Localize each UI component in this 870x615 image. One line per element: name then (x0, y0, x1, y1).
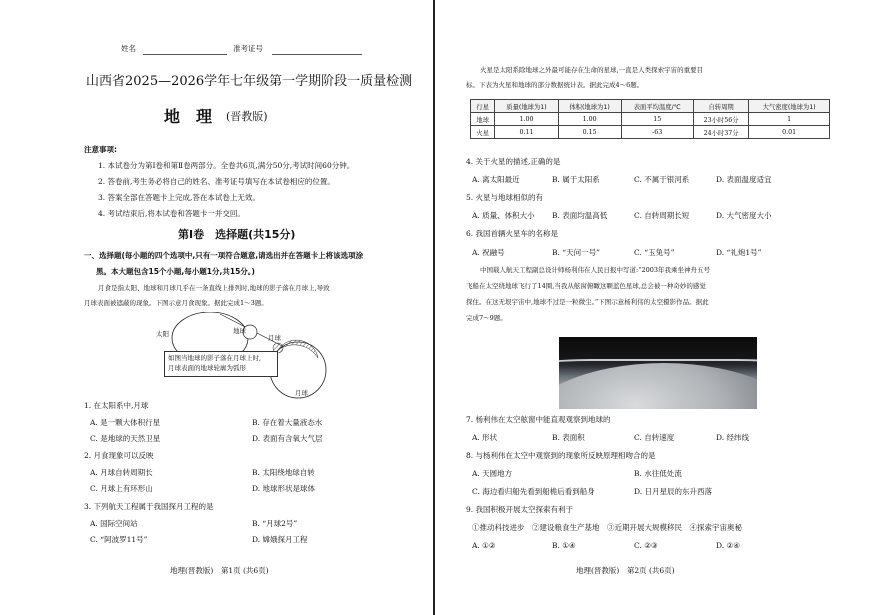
diagram-note-line: 月球表面的地球轮廓为弧形 (168, 364, 246, 372)
subject-edition: (晋教版) (226, 110, 268, 123)
option: A. 祝融号 (472, 248, 505, 257)
question-8-stem: 8. 与杨利伟在太空中观察到的现象所反映原理相吻合的是 (466, 451, 656, 460)
question-5-stem: 5. 火星与地球相似的有 (466, 193, 544, 202)
option: B. 存在着大量液态水 (252, 418, 323, 427)
diagram-moon-label-top: 月球 (268, 334, 281, 342)
eclipse-intro: 月球表面被遮蔽的现象。下图示意月食现象。据此完成1～3题。 (84, 299, 268, 307)
option: B. 表面积 (552, 433, 585, 442)
table-header: 表面平均温度/℃ (621, 100, 693, 113)
option: C. 不属于银河系 (634, 175, 690, 184)
diagram-note-line: 如图当地球的影子落在月球上时, (168, 354, 262, 362)
option: A. 质量、体积大小 (472, 211, 535, 220)
option: B. “天问一号” (552, 248, 600, 257)
mars-earth-table (470, 99, 830, 139)
table-header: 质量(地球为1) (495, 100, 558, 113)
exam-title: 山西省2025—2026学年七年级第一学期阶段一质量检测 (86, 74, 413, 89)
page-right (436, 0, 870, 615)
section1-title: 第Ⅰ卷 选择题(共15分) (178, 228, 296, 241)
exam-no-label: 准考证号 (233, 44, 263, 53)
option: C. 月球上有环形山 (90, 484, 153, 493)
page-left (0, 0, 434, 615)
footer-right: 地理(晋教版) 第2页 (共6页) (576, 566, 675, 575)
question-6-stem: 6. 我国首辆火星车的名称是 (466, 229, 559, 238)
option: A. 离太阳最近 (472, 175, 520, 184)
question-3-stem: 3. 下列航天工程属于我国探月工程的是 (84, 502, 214, 511)
question-2-stem: 2. 月食现象可以反映 (84, 451, 154, 460)
table-row (471, 113, 830, 126)
option: C. “阿波罗11号” (90, 535, 148, 544)
footer-left: 地理(晋教版) 第1页 (共6页) (170, 566, 269, 575)
option: B. 表面均温高低 (552, 211, 608, 220)
table-cell: -63 (621, 126, 693, 139)
option: C. ②③ (634, 541, 658, 550)
option: B. “月球2号” (252, 519, 298, 528)
option: C. “玉兔号” (634, 248, 675, 257)
note-item: 3. 答案全部在答题卡上完成,答在本试卷上无效。 (98, 193, 260, 202)
note-item: 1. 本试卷分为第Ⅰ卷和第Ⅱ卷两部分。全卷共6页,满分50分,考试时间60分钟。 (98, 161, 355, 170)
option: B. 水往低处流 (634, 469, 682, 478)
diagram-sun-label: 太阳 (156, 330, 169, 338)
note-item: 4. 考试结束后,将本试卷和答题卡一并交回。 (98, 209, 245, 218)
notes-heading: 注意事项: (84, 145, 117, 154)
instruction-line: 黑。本大题包含15个小题,每小题1分,共15分。) (96, 267, 255, 276)
option: D. 嫦娥探月工程 (252, 535, 308, 544)
question-9-statements: ①推动科技进步 ②建设粮食生产基地 ③近期开展大规模移民 ④探索宇宙奥秘 (472, 523, 742, 532)
name-label: 姓名 (121, 44, 136, 53)
table-cell: 15 (621, 113, 693, 126)
table-cell: 地球 (471, 113, 495, 126)
option: C. 海边看归船先看到船桅后看到船身 (472, 487, 595, 496)
exam-no-line (272, 54, 362, 55)
option: A. 天圆地方 (472, 469, 513, 478)
table-cell: 0.01 (749, 126, 830, 139)
table-cell: 0.11 (495, 126, 558, 139)
yang-intro: 飞船在太空绕地球飞行了14圈,当我从舷窗俯瞰这颗蓝色星球,总会被一种奇妙的感觉 (466, 282, 706, 290)
option: B. 属于太阳系 (552, 175, 600, 184)
space-earth-photo (559, 337, 757, 409)
table-row (471, 126, 830, 139)
mars-intro: 火星是太阳系除地球之外最可能存在生命的星球,一直是人类探索宇宙的重要目 (480, 66, 704, 74)
table-cell: 0.15 (558, 126, 621, 139)
table-header: 行星 (471, 100, 495, 113)
yang-intro: 中国载人航天工程副总设计师杨利伟在人民日报中写道:“2003年我乘坐神舟五号 (480, 266, 711, 274)
option: D. 经纬线 (716, 433, 750, 442)
page-divider (433, 0, 435, 615)
note-item: 2. 答卷前,考生务必将自己的姓名、准考证号填写在本试卷相应的位置。 (98, 177, 335, 186)
diagram-moon-label-bottom: 月球 (295, 389, 308, 397)
table-header: 自转周期 (693, 100, 748, 113)
diagram-note-box (164, 351, 278, 377)
option: C. 是地球的天然卫星 (90, 434, 161, 443)
table-header: 体积(地球为1) (558, 100, 621, 113)
table-cell: 1.00 (495, 113, 558, 126)
yang-intro: 完成7～9题。 (466, 314, 507, 322)
table-header-row (471, 100, 830, 113)
table-header: 大气密度(地球为1) (749, 100, 830, 113)
option: A. 是一颗大体积行星 (90, 418, 161, 427)
question-9-stem: 9. 我国积极开展太空探索有利于 (466, 505, 574, 514)
option: B. 太阳绕地球自转 (252, 468, 315, 477)
mars-intro: 标。下表为火星和地球的部分数据统计表。据此完成4～6题。 (466, 81, 644, 89)
option: D. 地球形状是球体 (252, 484, 316, 493)
table-cell: 24小时37分 (693, 126, 748, 139)
option: D. 大气密度大小 (716, 211, 772, 220)
atmosphere-glow (559, 359, 757, 381)
option: A. 月球自转周期长 (90, 468, 153, 477)
option: B. ①④ (552, 541, 576, 550)
option: C. 自转速度 (634, 433, 675, 442)
option: A. ①② (472, 541, 496, 550)
diagram-earth-label: 地球 (233, 327, 246, 335)
table-cell: 1 (749, 113, 830, 126)
subject-title: 地 理 (164, 107, 213, 126)
option: D. 表面有含氧大气层 (252, 434, 323, 443)
table-cell: 23小时56分 (693, 113, 748, 126)
option: D. ②④ (716, 541, 740, 550)
option: A. 形状 (472, 433, 498, 442)
table-cell: 1.00 (558, 113, 621, 126)
eclipse-intro: 月食是指太阳、地球和月球几乎在一条直线上排列时,地球的影子落在月球上,导致 (98, 284, 330, 292)
option: C. 自转周期长短 (634, 211, 690, 220)
question-1-stem: 1. 在太阳系中,月球 (84, 401, 149, 410)
option: D. “礼炮1号” (716, 248, 762, 257)
question-7-stem: 7. 杨利伟在太空舷窗中能直观观察到地球的 (466, 415, 611, 424)
yang-intro: 探住。在这无垠宇宙中,地球不过是一粒微尘。”下图示意杨利伟的太空摄影作品。据此 (466, 298, 709, 306)
instruction-line: 一、选择题(每小题的四个选项中,只有一项符合题意,请选出并在答题卡上将该选项涂 (84, 251, 364, 260)
name-line (143, 54, 227, 55)
option: A. 国际空间站 (90, 519, 138, 528)
table-cell: 火星 (471, 126, 495, 139)
question-4-stem: 4. 关于火星的描述,正确的是 (466, 157, 561, 166)
option: D. 日月星辰的东升西落 (634, 487, 713, 496)
option: D. 表面温度适宜 (716, 175, 772, 184)
